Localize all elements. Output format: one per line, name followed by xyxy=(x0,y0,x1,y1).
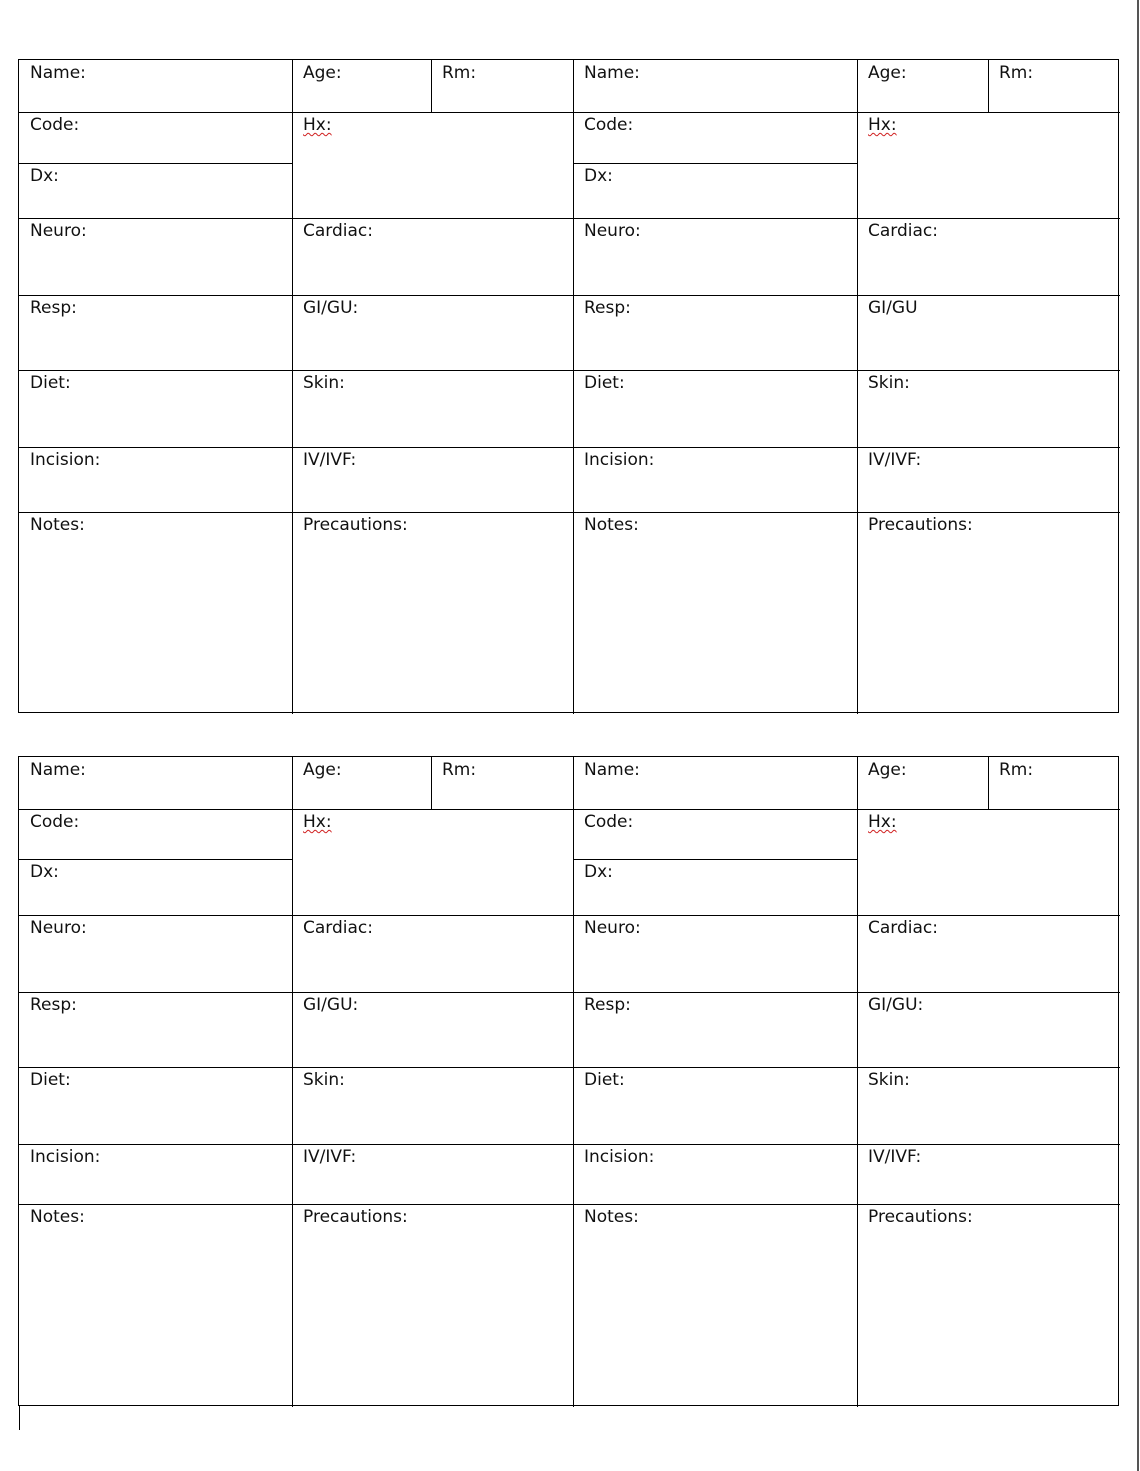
skin-field[interactable] xyxy=(292,370,573,447)
name-field[interactable] xyxy=(573,757,857,809)
resp-field[interactable] xyxy=(19,992,292,1067)
cardiac-field[interactable] xyxy=(857,218,1120,295)
diet-field[interactable] xyxy=(19,1067,292,1144)
dx-label: Dx: xyxy=(30,862,59,882)
notes-label: Notes: xyxy=(584,1207,639,1227)
cardiac-field[interactable] xyxy=(857,915,1120,992)
rm-label: Rm: xyxy=(442,760,477,780)
age-label: Age: xyxy=(303,760,342,780)
notes-field[interactable] xyxy=(19,1204,292,1407)
precautions-label: Precautions: xyxy=(868,515,973,535)
iv-field[interactable] xyxy=(292,447,573,512)
diet-label: Diet: xyxy=(30,373,71,393)
incision-field[interactable] xyxy=(19,1144,292,1204)
code-label: Code: xyxy=(30,812,80,832)
dx-field[interactable] xyxy=(573,163,857,218)
neuro-label: Neuro: xyxy=(30,918,87,938)
precautions-field[interactable] xyxy=(857,512,1120,714)
iv-label: IV/IVF: xyxy=(303,1147,357,1167)
incision-label: Incision: xyxy=(30,450,101,470)
diet-label: Diet: xyxy=(584,1070,625,1090)
neuro-label: Neuro: xyxy=(584,221,641,241)
incision-label: Incision: xyxy=(584,1147,655,1167)
name-label: Name: xyxy=(584,760,640,780)
age-label: Age: xyxy=(303,63,342,83)
notes-label: Notes: xyxy=(30,515,85,535)
code-label: Code: xyxy=(30,115,80,135)
incision-label: Incision: xyxy=(584,450,655,470)
hx-field[interactable] xyxy=(292,809,573,915)
hx-label: Hx: xyxy=(868,115,897,135)
age-field[interactable] xyxy=(292,757,431,809)
hx-field[interactable] xyxy=(857,112,1120,218)
cardiac-label: Cardiac: xyxy=(303,918,373,938)
resp-field[interactable] xyxy=(19,295,292,370)
diet-label: Diet: xyxy=(584,373,625,393)
rm-field[interactable] xyxy=(988,60,1120,112)
skin-label: Skin: xyxy=(868,1070,910,1090)
precautions-label: Precautions: xyxy=(303,515,408,535)
text-cursor xyxy=(19,1406,20,1430)
code-label: Code: xyxy=(584,812,634,832)
iv-field[interactable] xyxy=(857,1144,1120,1204)
precautions-field[interactable] xyxy=(292,1204,573,1407)
name-label: Name: xyxy=(30,760,86,780)
code-label: Code: xyxy=(584,115,634,135)
resp-label: Resp: xyxy=(584,995,631,1015)
precautions-label: Precautions: xyxy=(303,1207,408,1227)
skin-field[interactable] xyxy=(857,370,1120,447)
skin-label: Skin: xyxy=(303,373,345,393)
precautions-label: Precautions: xyxy=(868,1207,973,1227)
gigu-label: GI/GU xyxy=(868,298,918,318)
rm-label: Rm: xyxy=(442,63,477,83)
gigu-label: GI/GU: xyxy=(868,995,924,1015)
gigu-field[interactable] xyxy=(857,992,1120,1067)
diet-field[interactable] xyxy=(19,370,292,447)
iv-field[interactable] xyxy=(857,447,1120,512)
hx-label: Hx: xyxy=(303,812,332,832)
skin-field[interactable] xyxy=(857,1067,1120,1144)
code-field[interactable] xyxy=(573,112,857,163)
diet-field[interactable] xyxy=(573,370,857,447)
cardiac-label: Cardiac: xyxy=(303,221,373,241)
gigu-field[interactable] xyxy=(292,295,573,370)
page-edge-rule xyxy=(1137,0,1139,1471)
age-field[interactable] xyxy=(857,60,988,112)
cardiac-field[interactable] xyxy=(292,218,573,295)
incision-label: Incision: xyxy=(30,1147,101,1167)
gigu-field[interactable] xyxy=(292,992,573,1067)
dx-field[interactable] xyxy=(573,859,857,915)
incision-field[interactable] xyxy=(19,447,292,512)
dx-field[interactable] xyxy=(19,859,292,915)
code-field[interactable] xyxy=(19,809,292,859)
precautions-field[interactable] xyxy=(292,512,573,714)
neuro-label: Neuro: xyxy=(584,918,641,938)
rm-field[interactable] xyxy=(431,757,573,809)
dx-label: Dx: xyxy=(30,166,59,186)
neuro-field[interactable] xyxy=(19,915,292,992)
neuro-field[interactable] xyxy=(573,915,857,992)
resp-label: Resp: xyxy=(584,298,631,318)
dx-label: Dx: xyxy=(584,862,613,882)
hx-label: Hx: xyxy=(303,115,332,135)
dx-label: Dx: xyxy=(584,166,613,186)
notes-label: Notes: xyxy=(30,1207,85,1227)
hx-field[interactable] xyxy=(292,112,573,218)
resp-field[interactable] xyxy=(573,992,857,1067)
iv-field[interactable] xyxy=(292,1144,573,1204)
diet-field[interactable] xyxy=(573,1067,857,1144)
age-field[interactable] xyxy=(292,60,431,112)
resp-label: Resp: xyxy=(30,995,77,1015)
age-label: Age: xyxy=(868,760,907,780)
name-field[interactable] xyxy=(573,60,857,112)
cardiac-field[interactable] xyxy=(292,915,573,992)
patient-sheet-top xyxy=(18,59,1119,713)
hx-label: Hx: xyxy=(868,812,897,832)
gigu-label: GI/GU: xyxy=(303,995,359,1015)
notes-field[interactable] xyxy=(19,512,292,714)
name-label: Name: xyxy=(584,63,640,83)
notes-field[interactable] xyxy=(573,1204,857,1407)
name-field[interactable] xyxy=(19,757,292,809)
cardiac-label: Cardiac: xyxy=(868,221,938,241)
precautions-field[interactable] xyxy=(857,1204,1120,1407)
neuro-label: Neuro: xyxy=(30,221,87,241)
code-field[interactable] xyxy=(573,809,857,859)
incision-field[interactable] xyxy=(573,447,857,512)
neuro-field[interactable] xyxy=(19,218,292,295)
gigu-label: GI/GU: xyxy=(303,298,359,318)
skin-field[interactable] xyxy=(292,1067,573,1144)
skin-label: Skin: xyxy=(868,373,910,393)
patient-sheet-bottom xyxy=(18,756,1119,1406)
skin-label: Skin: xyxy=(303,1070,345,1090)
rm-field[interactable] xyxy=(431,60,573,112)
resp-label: Resp: xyxy=(30,298,77,318)
rm-field[interactable] xyxy=(988,757,1120,809)
dx-field[interactable] xyxy=(19,163,292,218)
diet-label: Diet: xyxy=(30,1070,71,1090)
gigu-field[interactable] xyxy=(857,295,1120,370)
hx-field[interactable] xyxy=(857,809,1120,915)
rm-label: Rm: xyxy=(999,760,1034,780)
name-field[interactable] xyxy=(19,60,292,112)
iv-label: IV/IVF: xyxy=(868,1147,922,1167)
name-label: Name: xyxy=(30,63,86,83)
age-field[interactable] xyxy=(857,757,988,809)
notes-label: Notes: xyxy=(584,515,639,535)
incision-field[interactable] xyxy=(573,1144,857,1204)
iv-label: IV/IVF: xyxy=(303,450,357,470)
code-field[interactable] xyxy=(19,112,292,163)
iv-label: IV/IVF: xyxy=(868,450,922,470)
cardiac-label: Cardiac: xyxy=(868,918,938,938)
notes-field[interactable] xyxy=(573,512,857,714)
neuro-field[interactable] xyxy=(573,218,857,295)
rm-label: Rm: xyxy=(999,63,1034,83)
age-label: Age: xyxy=(868,63,907,83)
resp-field[interactable] xyxy=(573,295,857,370)
